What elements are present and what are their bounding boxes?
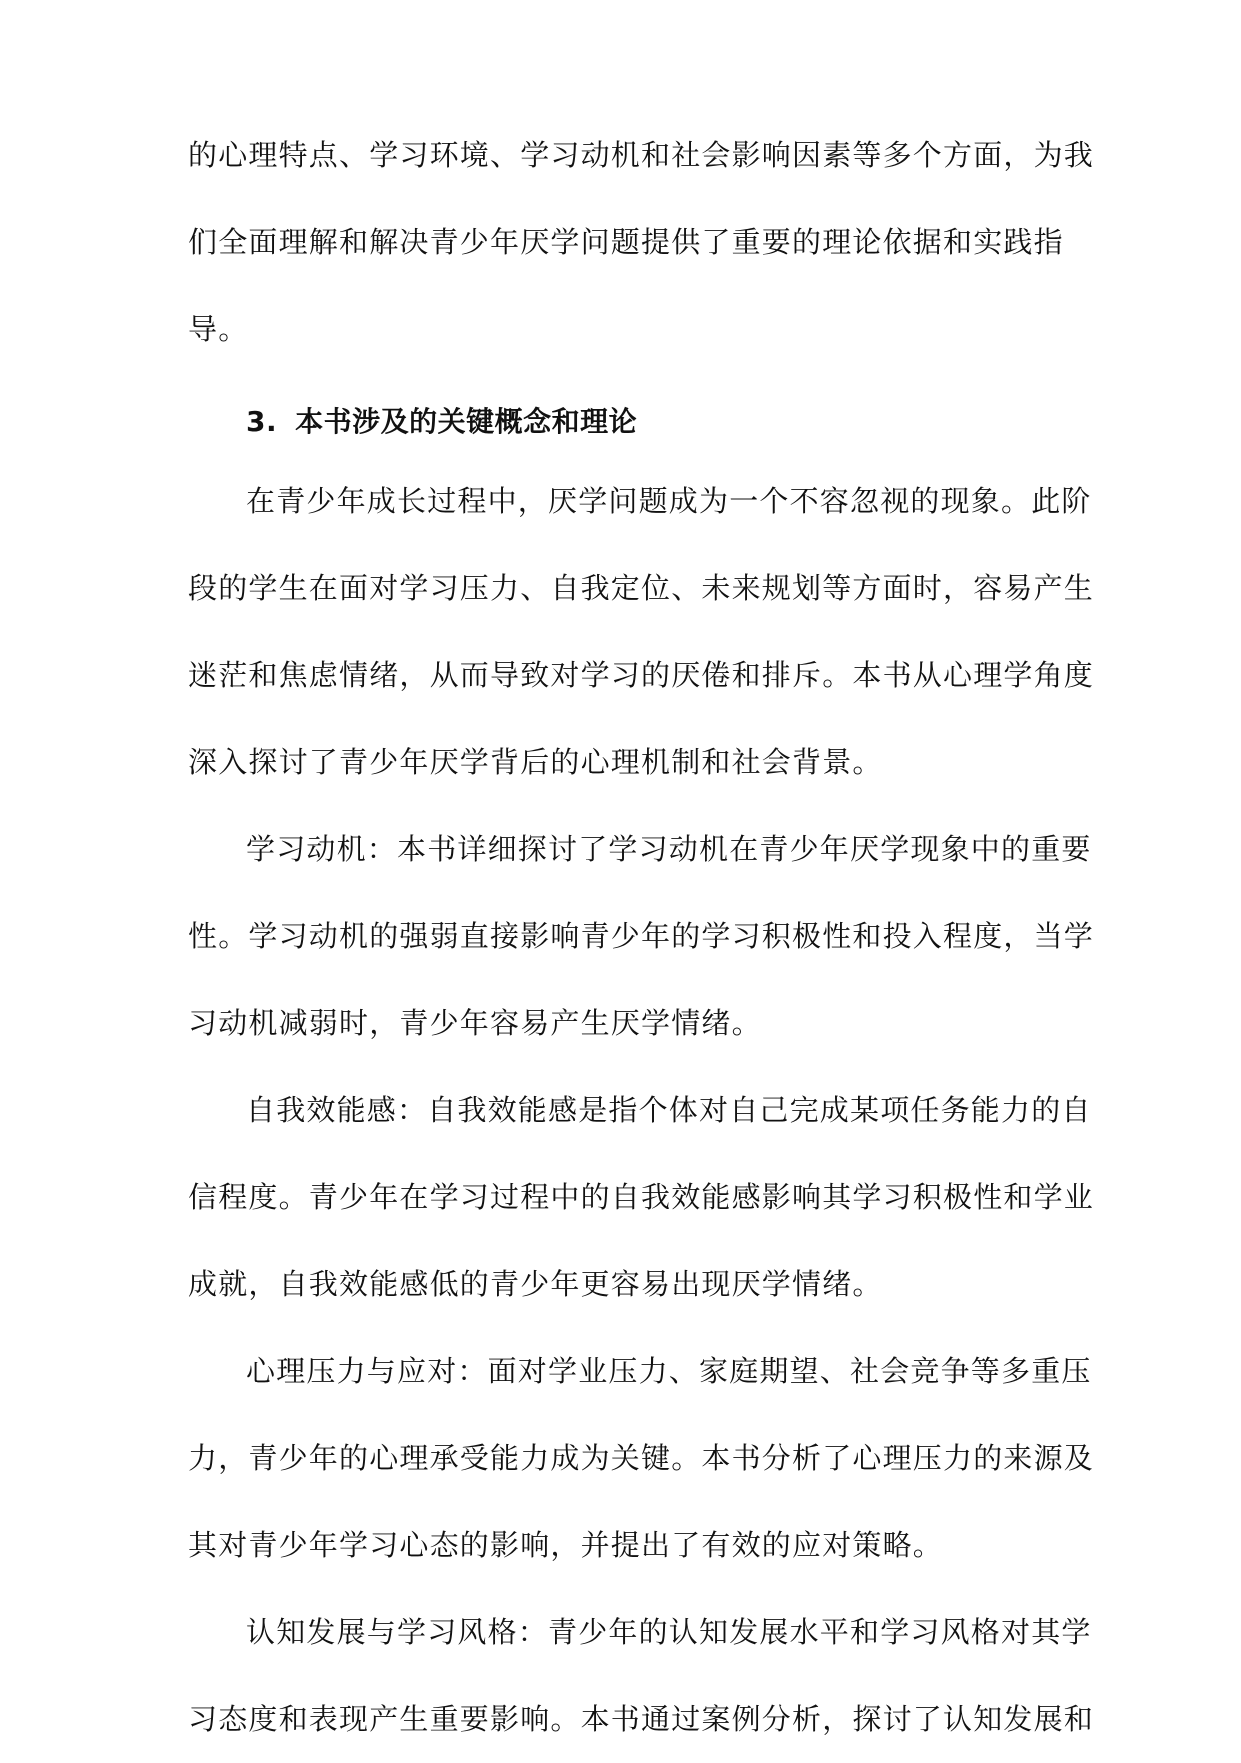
- text-line: 段的学生在面对学习压力、自我定位、未来规划等方面时，容易产生: [188, 571, 1095, 605]
- text-line: 在青少年成长过程中，厌学问题成为一个不容忽视的现象。此阶: [246, 484, 1092, 518]
- text-line: 学习动机：本书详细探讨了学习动机在青少年厌学现象中的重要: [246, 832, 1092, 866]
- text-line: 信程度。青少年在学习过程中的自我效能感影响其学习积极性和学业: [188, 1180, 1095, 1214]
- text-line: 的心理特点、学习环境、学习动机和社会影响因素等多个方面，为我: [188, 138, 1095, 172]
- text-line: 认知发展与学习风格：青少年的认知发展水平和学习风格对其学: [246, 1615, 1092, 1649]
- paragraph-self-efficacy: [188, 1067, 1095, 1328]
- text-line: 们全面理解和解决青少年厌学问题提供了重要的理论依据和实践指: [188, 225, 1064, 259]
- continuation-paragraph: [188, 112, 1095, 373]
- text-line: 力，青少年的心理承受能力成为关键。本书分析了心理压力的来源及: [188, 1441, 1095, 1475]
- section-heading: [246, 400, 637, 440]
- paragraph-cognitive-development: [188, 1589, 1095, 1763]
- text-line: 自我效能感：自我效能感是指个体对自己完成某项任务能力的自: [246, 1093, 1092, 1127]
- section-title: 本书涉及的关键概念和理论: [295, 405, 638, 438]
- text-line: 习动机减弱时，青少年容易产生厌学情绪。: [188, 1006, 762, 1040]
- text-line: 习态度和表现产生重要影响。本书通过案例分析，探讨了认知发展和: [188, 1702, 1095, 1736]
- text-line: 成就，自我效能感低的青少年更容易出现厌学情绪。: [188, 1267, 883, 1301]
- paragraph-intro: [188, 458, 1095, 806]
- text-line: 其对青少年学习心态的影响，并提出了有效的应对策略。: [188, 1528, 944, 1562]
- paragraph-learning-motivation: [188, 806, 1095, 1067]
- paragraph-psychological-stress: [188, 1328, 1095, 1589]
- text-line: 心理压力与应对：面对学业压力、家庭期望、社会竞争等多重压: [246, 1354, 1092, 1388]
- text-line: 深入探讨了青少年厌学背后的心理机制和社会背景。: [188, 745, 883, 779]
- section-number: 3.: [246, 405, 278, 438]
- text-line: 导。: [188, 312, 249, 346]
- text-line: 性。学习动机的强弱直接影响青少年的学习积极性和投入程度，当学: [188, 919, 1095, 953]
- text-line: 迷茫和焦虑情绪，从而导致对学习的厌倦和排斥。本书从心理学角度: [188, 658, 1095, 692]
